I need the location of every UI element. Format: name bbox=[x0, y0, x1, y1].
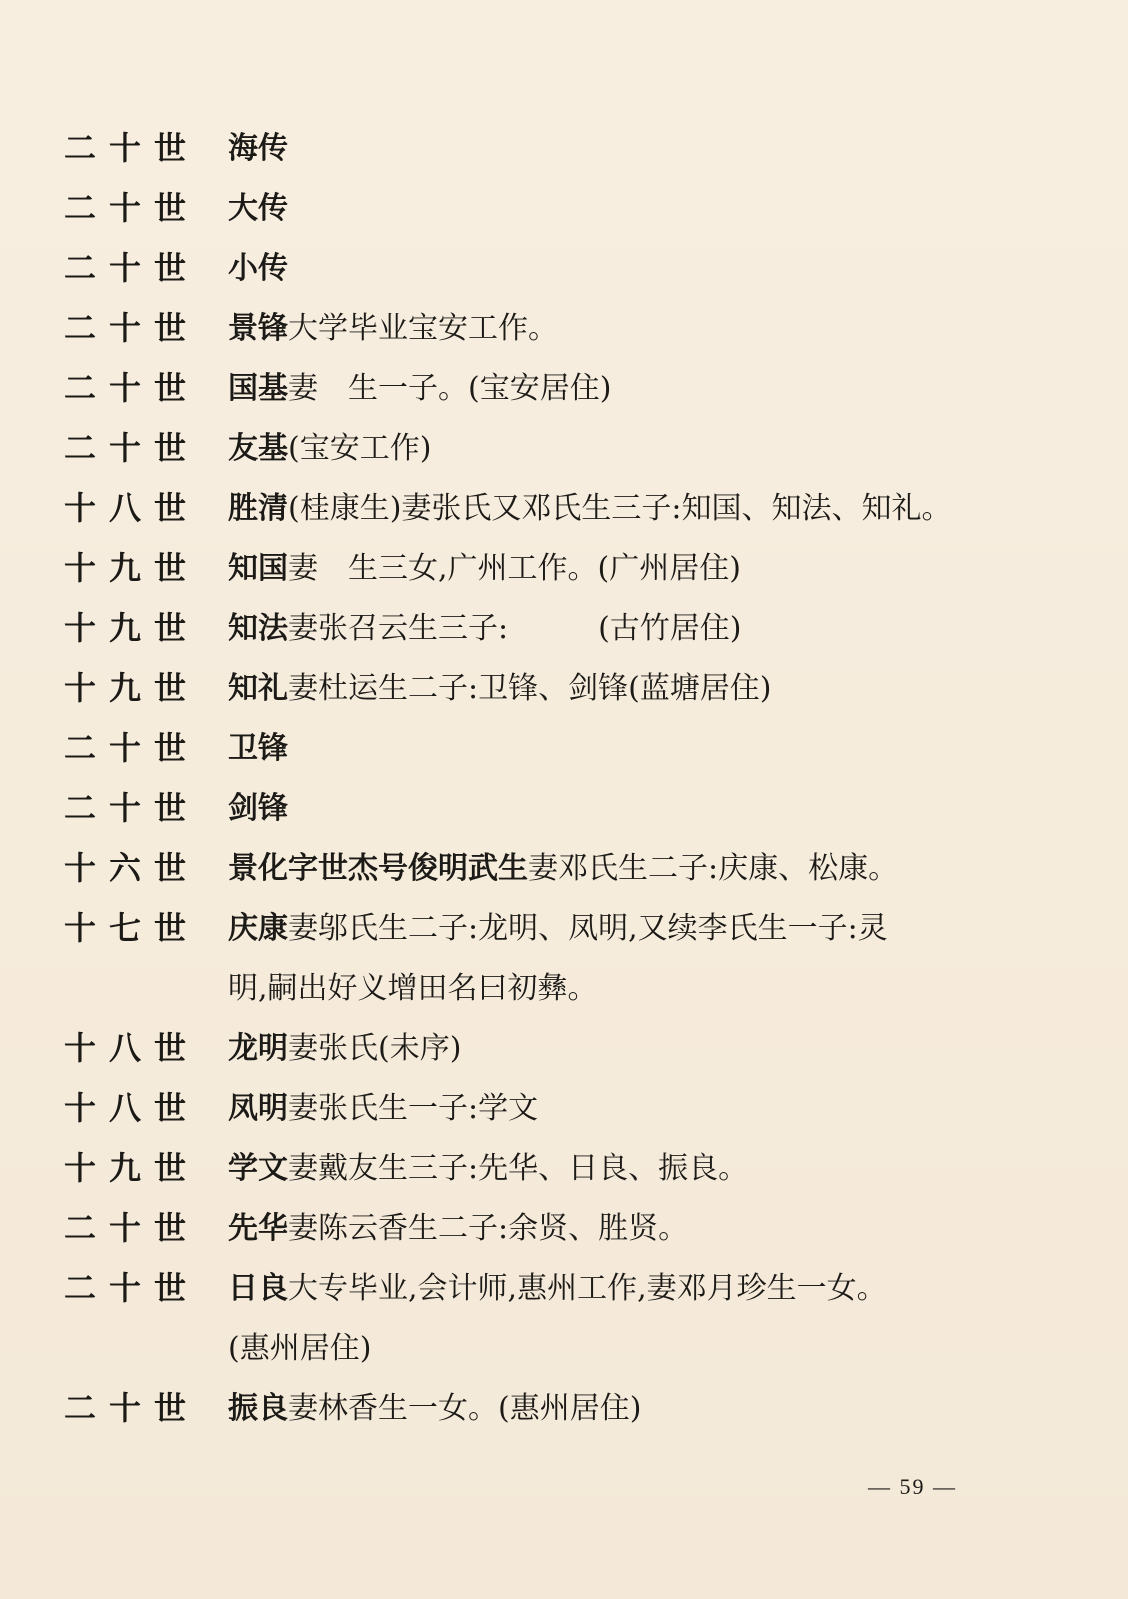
entry-text bbox=[228, 1388, 1024, 1429]
entry-line bbox=[228, 1328, 1024, 1369]
entry-description: 妻林香生一女。(惠州居住) bbox=[288, 1391, 642, 1426]
genealogy-entry bbox=[64, 128, 1024, 169]
entry-text bbox=[228, 668, 1024, 709]
generation-label: 十八世 bbox=[64, 1029, 200, 1067]
entry-description: 妻张召云生三子: (古竹居住) bbox=[288, 611, 742, 646]
person-name: 先华 bbox=[228, 1211, 288, 1246]
generation-label: 二十世 bbox=[64, 789, 200, 827]
generation-label: 十九世 bbox=[64, 549, 200, 587]
entry-line bbox=[228, 428, 1024, 469]
entry-text bbox=[228, 308, 1024, 349]
entry-description: 妻 生一子。(宝安居住) bbox=[288, 371, 612, 406]
entry-line bbox=[228, 1028, 1024, 1069]
person-name: 海传 bbox=[228, 131, 288, 166]
entry-text bbox=[228, 488, 1024, 529]
genealogy-entry bbox=[64, 1148, 1024, 1189]
person-name: 卫锋 bbox=[228, 731, 288, 766]
generation-label: 二十世 bbox=[64, 429, 200, 467]
entry-description: 妻戴友生三子:先华、日良、振良。 bbox=[288, 1151, 749, 1186]
generation-label: 十六世 bbox=[64, 849, 200, 887]
entry-description: (宝安工作) bbox=[288, 431, 432, 466]
genealogy-entry bbox=[64, 728, 1024, 769]
person-name: 大传 bbox=[228, 191, 288, 226]
entry-line bbox=[228, 608, 1024, 649]
entry-line bbox=[228, 128, 1024, 169]
entry-text bbox=[228, 428, 1024, 469]
genealogy-entry bbox=[64, 1088, 1024, 1129]
entry-description: 妻邬氏生二子:龙明、凤明,又续李氏生一子:灵 bbox=[288, 911, 888, 946]
person-name: 国基 bbox=[228, 371, 288, 406]
genealogy-entry bbox=[64, 908, 1024, 1009]
entry-description: 妻 生三女,广州工作。(广州居住) bbox=[288, 551, 741, 586]
generation-label: 二十世 bbox=[64, 129, 200, 167]
generation-label: 二十世 bbox=[64, 369, 200, 407]
entry-line bbox=[228, 308, 1024, 349]
entry-line bbox=[228, 368, 1024, 409]
genealogy-entry bbox=[64, 428, 1024, 469]
generation-label: 十七世 bbox=[64, 909, 200, 947]
entry-line bbox=[228, 908, 1024, 949]
entry-line bbox=[228, 1088, 1024, 1129]
entry-text bbox=[228, 608, 1024, 649]
entry-text bbox=[228, 128, 1024, 169]
person-name: 凤明 bbox=[228, 1091, 288, 1126]
genealogy-entry bbox=[64, 248, 1024, 289]
entry-line bbox=[228, 1148, 1024, 1189]
generation-label: 十九世 bbox=[64, 609, 200, 647]
genealogy-entry bbox=[64, 848, 1024, 889]
entry-description: 妻邓氏生二子:庆康、松康。 bbox=[528, 851, 899, 886]
entry-description: 大专毕业,会计师,惠州工作,妻邓月珍生一女。 bbox=[288, 1271, 887, 1306]
entry-line bbox=[228, 1208, 1024, 1249]
genealogy-entry bbox=[64, 188, 1024, 229]
person-name: 知礼 bbox=[228, 671, 288, 706]
entry-text bbox=[228, 368, 1024, 409]
generation-label: 二十世 bbox=[64, 309, 200, 347]
person-name: 振良 bbox=[228, 1391, 288, 1426]
generation-label: 二十世 bbox=[64, 189, 200, 227]
generation-label: 十八世 bbox=[64, 489, 200, 527]
genealogy-entry bbox=[64, 608, 1024, 649]
generation-label: 十八世 bbox=[64, 1089, 200, 1127]
person-name: 学文 bbox=[228, 1151, 288, 1186]
person-name: 友基 bbox=[228, 431, 288, 466]
genealogy-entry bbox=[64, 488, 1024, 529]
page-number: — 59 — bbox=[868, 1474, 957, 1499]
person-name: 庆康 bbox=[228, 911, 288, 946]
entry-line bbox=[228, 548, 1024, 589]
entry-text bbox=[228, 848, 1024, 889]
generation-label: 十九世 bbox=[64, 1149, 200, 1187]
entry-line bbox=[228, 728, 1024, 769]
genealogy-entry bbox=[64, 1028, 1024, 1069]
entry-text bbox=[228, 188, 1024, 229]
generation-label: 二十世 bbox=[64, 1389, 200, 1427]
genealogy-entry bbox=[64, 548, 1024, 589]
entry-description: 明,嗣出好义增田名曰初彝。 bbox=[228, 971, 598, 1006]
entry-description: 妻杜运生二子:卫锋、剑锋(蓝塘居住) bbox=[288, 671, 772, 706]
entry-description: (桂康生)妻张氏又邓氏生三子:知国、知法、知礼。 bbox=[288, 491, 952, 526]
entry-line bbox=[228, 248, 1024, 289]
generation-label: 十九世 bbox=[64, 669, 200, 707]
generation-label: 二十世 bbox=[64, 1209, 200, 1247]
entry-line bbox=[228, 968, 1024, 1009]
entry-text bbox=[228, 908, 1024, 1009]
person-name: 景锋 bbox=[228, 311, 288, 346]
entry-text bbox=[228, 1268, 1024, 1369]
genealogy-entry bbox=[64, 788, 1024, 829]
person-name: 龙明 bbox=[228, 1031, 288, 1066]
entry-text bbox=[228, 788, 1024, 829]
entry-line bbox=[228, 1388, 1024, 1429]
generation-label: 二十世 bbox=[64, 249, 200, 287]
entry-description: 妻张氏(未序) bbox=[288, 1031, 462, 1066]
entry-description: 大学毕业宝安工作。 bbox=[288, 311, 558, 346]
genealogy-entry bbox=[64, 668, 1024, 709]
person-name: 知法 bbox=[228, 611, 288, 646]
person-name: 景化字世杰号俊明武生 bbox=[228, 851, 528, 886]
genealogy-entries bbox=[64, 128, 1024, 1448]
entry-text bbox=[228, 548, 1024, 589]
entry-line bbox=[228, 848, 1024, 889]
person-name: 日良 bbox=[228, 1271, 288, 1306]
entry-line bbox=[228, 668, 1024, 709]
genealogy-entry bbox=[64, 368, 1024, 409]
entry-text bbox=[228, 1148, 1024, 1189]
entry-text bbox=[228, 1208, 1024, 1249]
entry-description: (惠州居住) bbox=[228, 1331, 372, 1366]
entry-line bbox=[228, 188, 1024, 229]
entry-text bbox=[228, 1088, 1024, 1129]
entry-line bbox=[228, 788, 1024, 829]
person-name: 知国 bbox=[228, 551, 288, 586]
genealogy-entry bbox=[64, 1208, 1024, 1249]
person-name: 胜清 bbox=[228, 491, 288, 526]
entry-description: 妻陈云香生二子:余贤、胜贤。 bbox=[288, 1211, 689, 1246]
entry-text bbox=[228, 728, 1024, 769]
entry-line bbox=[228, 1268, 1024, 1309]
generation-label: 二十世 bbox=[64, 1269, 200, 1307]
genealogy-entry bbox=[64, 1388, 1024, 1429]
entry-description: 妻张氏生一子:学文 bbox=[288, 1091, 539, 1126]
entry-line bbox=[228, 488, 1024, 529]
person-name: 小传 bbox=[228, 251, 288, 286]
generation-label: 二十世 bbox=[64, 729, 200, 767]
genealogy-entry bbox=[64, 1268, 1024, 1369]
entry-text bbox=[228, 1028, 1024, 1069]
genealogy-entry bbox=[64, 308, 1024, 349]
entry-text bbox=[228, 248, 1024, 289]
person-name: 剑锋 bbox=[228, 791, 288, 826]
